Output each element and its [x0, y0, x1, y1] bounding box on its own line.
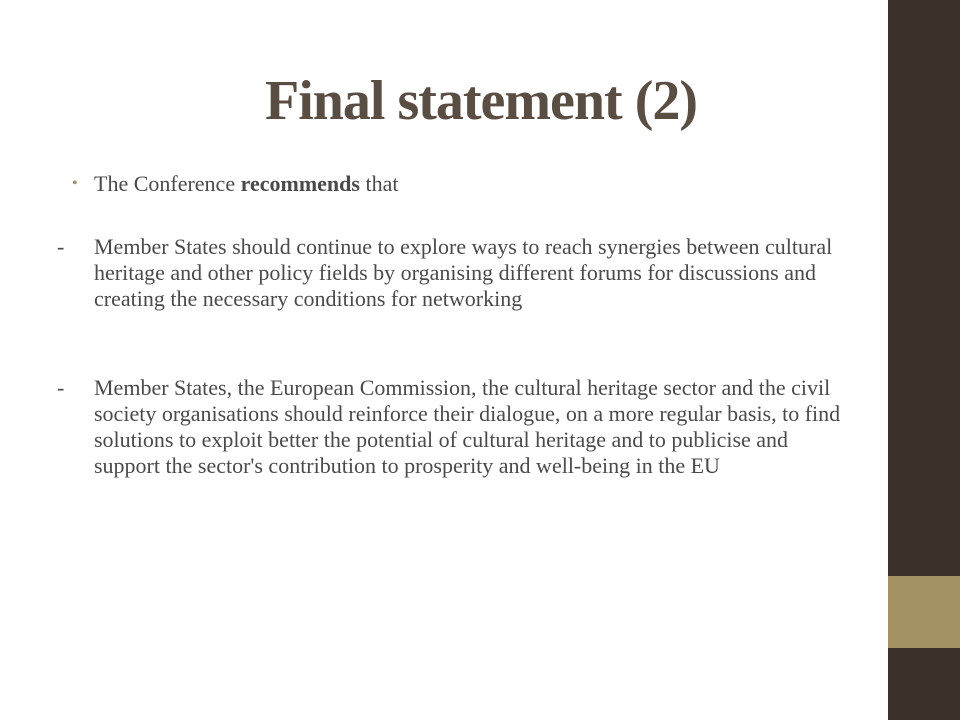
recommendation-text: Member States, the European Commission, the cultural heritage sector and the civil society organisations should reinforce their dialogue, on a more regular basis, to find solutions to exploit better the potential of cultural heritage and to publicise and support the sector's contribution to prosperity and well-being in the EU [94, 375, 841, 478]
intro-emphasis: recommends [240, 171, 360, 196]
recommendation-text: Member States should continue to explore ways to reach synergies between cultural heritage and other policy fields by organising different forums for discussions and creating the necessary conditions for networking [94, 234, 833, 311]
side-accent [888, 576, 960, 648]
intro-before: The Conference [94, 171, 241, 196]
slide-title: Final statement (2) [264, 70, 697, 132]
dash-marker: - [57, 234, 65, 259]
bullet-dot-icon: • [72, 175, 78, 192]
intro-after: that [359, 171, 399, 196]
intro-text [94, 171, 398, 197]
dash-marker: - [57, 375, 65, 400]
